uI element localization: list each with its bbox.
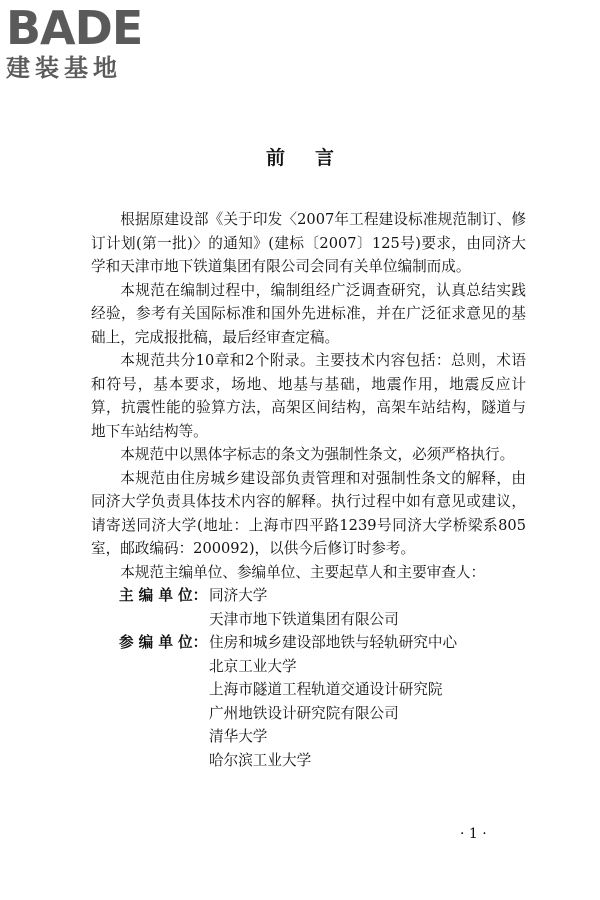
unit-item: 北京工业大学 bbox=[209, 657, 297, 675]
paragraph: 本规范在编制过程中，编制组经广泛调查研究，认真总结实践经验，参考有关国际标准和国外先进标准，并在广泛征求意见的基础上，完成报批稿，最后经审查定稿。 bbox=[91, 281, 526, 346]
unit-item: 哈尔滨工业大学 bbox=[209, 751, 312, 769]
unit-item: 上海市隧道工程轨道交通设计研究院 bbox=[209, 681, 443, 698]
unit-item: 同济大学 bbox=[209, 587, 268, 604]
participating-units-section bbox=[91, 631, 526, 772]
page-title: 前言 bbox=[265, 147, 364, 169]
participating-units-label: 参 编 单 位： bbox=[119, 634, 208, 651]
chief-units-section bbox=[91, 584, 526, 631]
page-number: · 1 · bbox=[460, 826, 487, 842]
paragraph: 根据原建设部《关于印发〈2007年工程建设标准规范制订、修订计划(第一批)〉的通知》(建标〔2007〕125号)要求，由同济大学和天津市地下铁道集团有限公司会同有关单位编制而成。 bbox=[91, 211, 526, 275]
paragraph: 本规范主编单位、参编单位、主要起草人和主要审查人： bbox=[120, 563, 486, 581]
paragraph: 本规范由住房城乡建设部负责管理和对强制性条文的解释，由同济大学负责具体技术内容的解释。执行过程中如有意见或建议，请寄送同济大学(地址：上海市四平路1239号同济大学桥梁系805室，邮政编码：200092)，以供今后修订时参考。 bbox=[91, 469, 526, 557]
chief-units-label: 主 编 单 位： bbox=[119, 587, 208, 604]
preface-body bbox=[91, 208, 526, 772]
paragraph: 本规范中以黑体字标志的条文为强制性条文，必须严格执行。 bbox=[120, 446, 515, 463]
unit-item: 住房和城乡建设部地铁与轻轨研究中心 bbox=[209, 634, 458, 651]
logo bbox=[6, 1, 186, 82]
logo-wordmark: BADE bbox=[6, 1, 143, 55]
unit-item: 清华大学 bbox=[209, 728, 268, 745]
unit-item: 广州地铁设计研究院有限公司 bbox=[209, 704, 399, 722]
unit-item: 天津市地下铁道集团有限公司 bbox=[209, 610, 399, 628]
paragraph: 本规范共分10章和2个附录。主要技术内容包括：总则，术语和符号，基本要求，场地、地基与基础，地震作用，地震反应计算，抗震性能的验算方法，高架区间结构，高架车站结构，隧道与地下车站结构等。 bbox=[91, 352, 526, 440]
participating-units-list bbox=[209, 631, 526, 772]
chief-units-list bbox=[209, 584, 526, 631]
logo-subtitle: 建装基地 bbox=[6, 54, 122, 82]
